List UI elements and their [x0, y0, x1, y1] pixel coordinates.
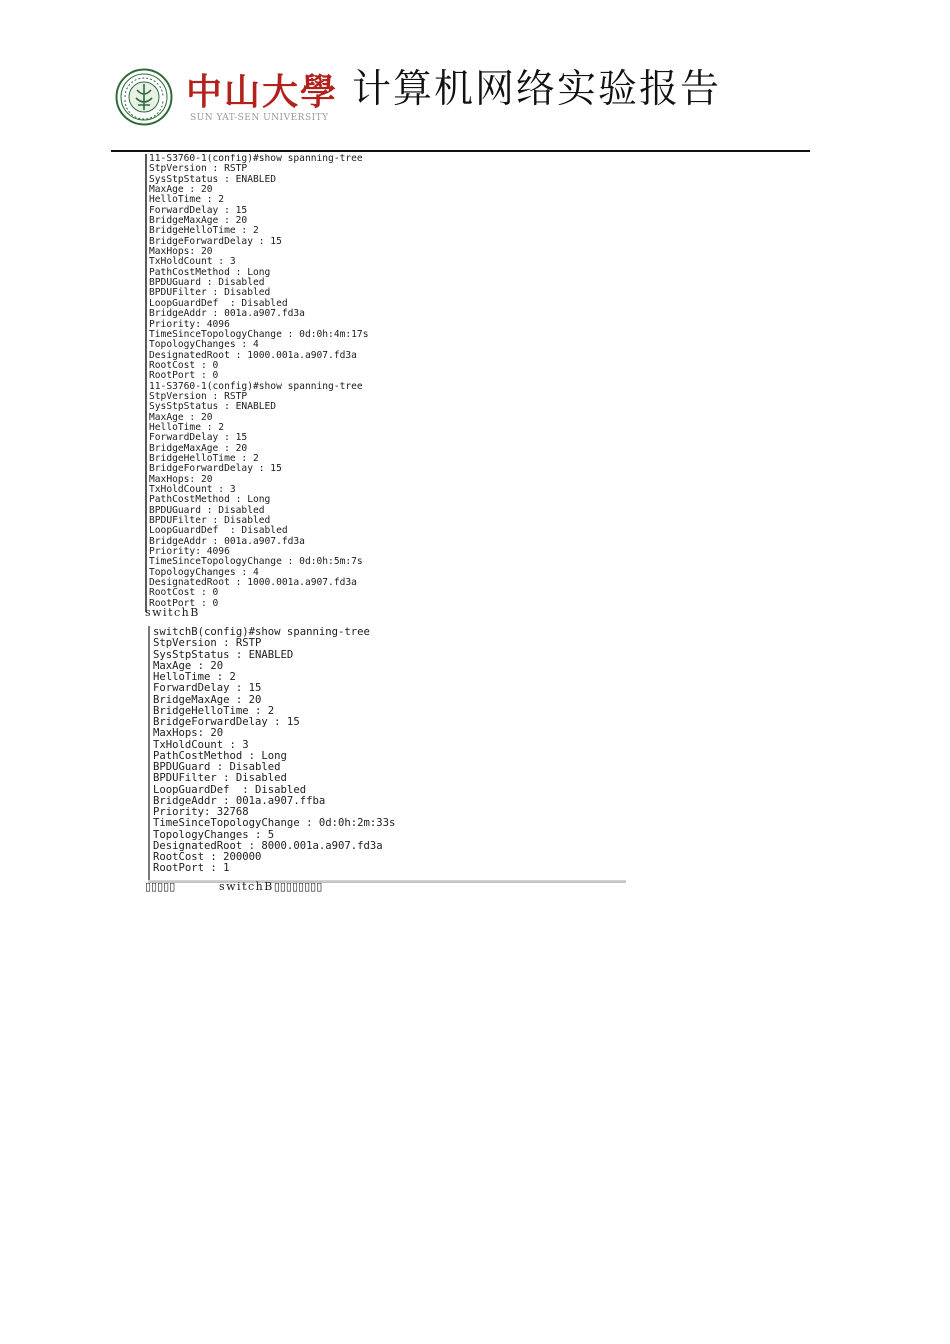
caption-garbled-suffix: ▯▯▯▯▯▯▯▯ — [273, 880, 323, 893]
caption-switchb: switchB — [145, 606, 200, 619]
university-seal-icon — [115, 68, 173, 126]
university-name-cn: 中山大學 — [186, 71, 339, 113]
header-divider — [111, 150, 810, 152]
report-title: 计算机网络实验报告 — [352, 67, 722, 112]
caption-switchb-description — [219, 880, 322, 893]
terminal-output-switch-a: 11-S3760-1(config)#show spanning-tree StpVersion : RSTP SysStpStatus : ENABLED MaxAge : 20 HelloTime : 2 ForwardDelay : 15 BridgeMaxAge : 20 BridgeHelloTime : 2 BridgeForwardDelay : 15 MaxHops: 20 TxHoldCount : 3 PathCostMethod : Long BPDUGuard : Disabled BPDUFilter : Disabled LoopGuardDef : Disabled BridgeAddr : 001a.a907.fd3a Priority: 4096 TimeSinceTopologyChange : 0d:0h:4m:17s TopologyChanges : 4 DesignatedRoot : 1000.001a.a907.fd3a RootCost : 0 RootPort : 0 11-S3760-1(config)#show spanning-tree StpVersion : RSTP SysStpStatus : ENABLED MaxAge : 20 HelloTime : 2 ForwardDelay : 15 BridgeMaxAge : 20 BridgeHelloTime : 2 BridgeForwardDelay : 15 MaxHops: 20 TxHoldCount : 3 PathCostMethod : Long BPDUGuard : Disabled BPDUFilter : Disabled LoopGuardDef : Disabled BridgeAddr : 001a.a907.fd3a Priority: 4096 TimeSinceTopologyChange : 0d:0h:5m:7s TopologyChanges : 4 DesignatedRoot : 1000.001a.a907.fd3a RootCost : 0 RootPort : 0 — [145, 154, 449, 612]
caption-switchb-label: switchB — [219, 880, 274, 893]
university-name-en: SUN YAT-SEN UNIVERSITY — [190, 113, 329, 123]
caption-garbled-prefix: ▯▯▯▯▯ — [145, 880, 176, 893]
terminal-output-switch-b: switchB(config)#show spanning-tree StpVersion : RSTP SysStpStatus : ENABLED MaxAge : 20 HelloTime : 2 ForwardDelay : 15 BridgeMaxAge : 20 BridgeHelloTime : 2 BridgeForwardDelay : 15 MaxHops: 20 TxHoldCount : 3 PathCostMethod : Long BPDUGuard : Disabled BPDUFilter : Disabled LoopGuardDef : Disabled BridgeAddr : 001a.a907.ffba Priority: 32768 TimeSinceTopologyChange : 0d:0h:2m:33s TopologyChanges : 5 DesignatedRoot : 8000.001a.a907.fd3a RootCost : 200000 RootPort : 1 — [148, 626, 629, 881]
report-header — [0, 0, 950, 152]
